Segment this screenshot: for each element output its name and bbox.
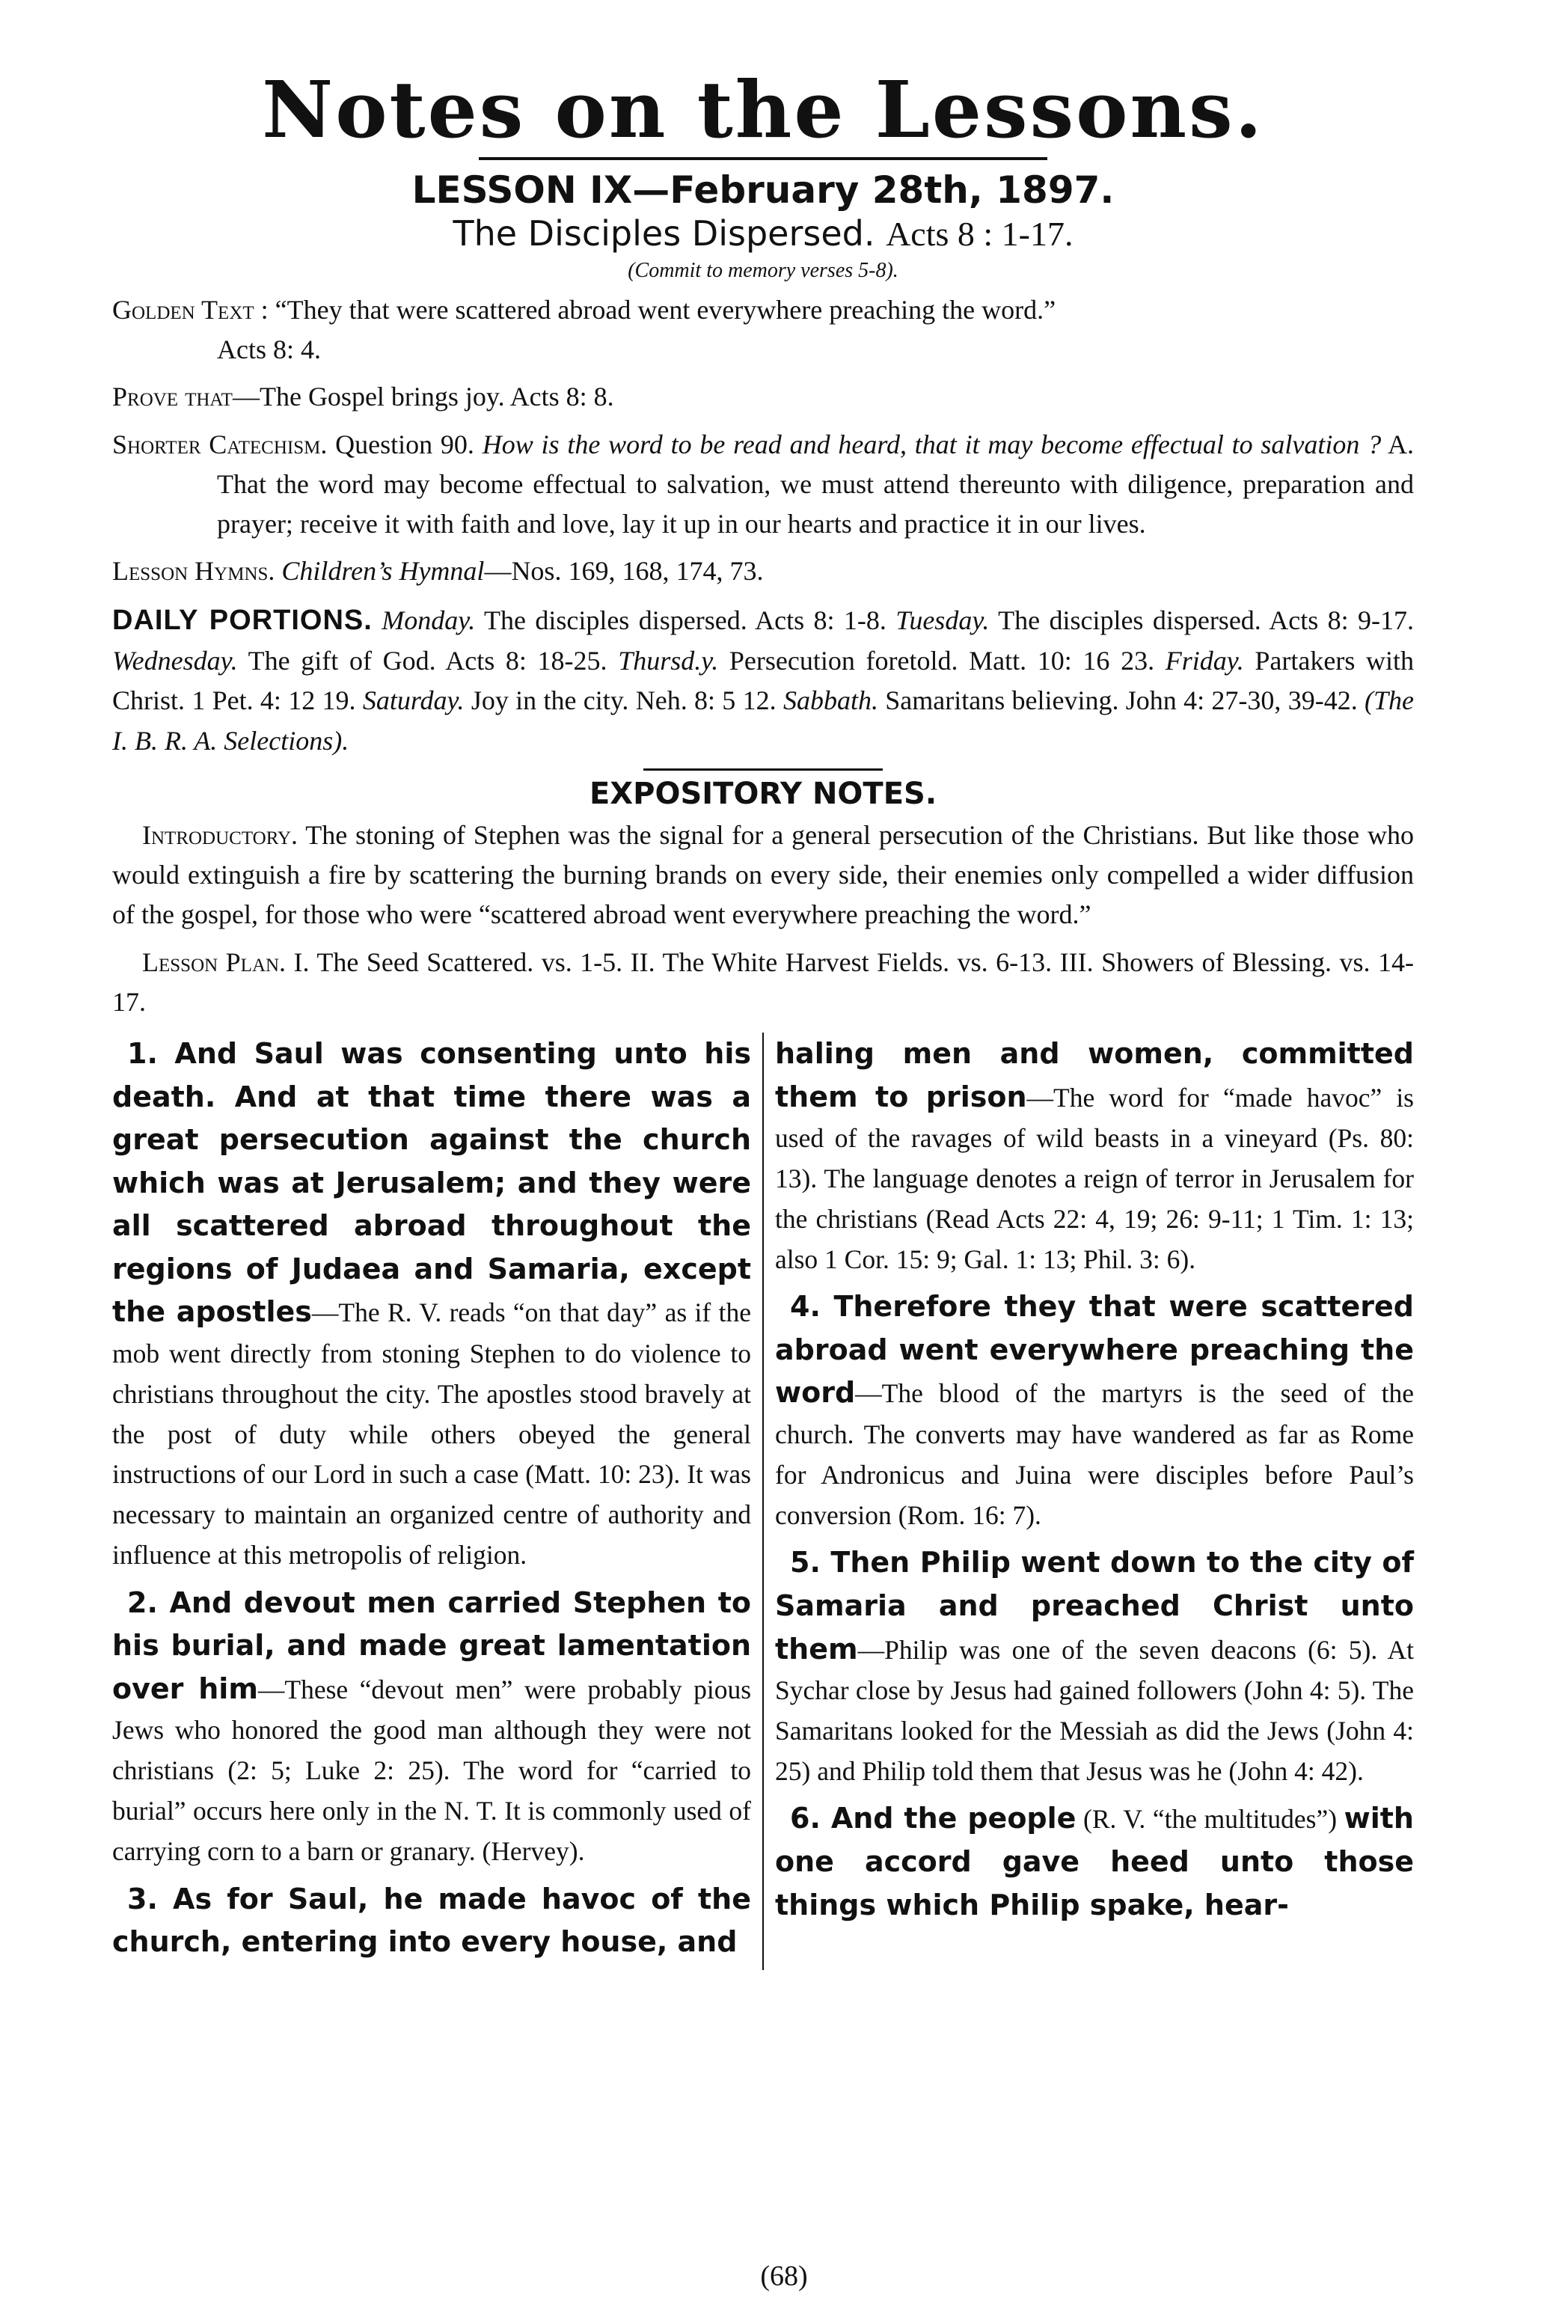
notes-column-right — [762, 1033, 1414, 1970]
note-lead: with one accord gave heed unto those things which Philip spake, hear- — [775, 1802, 1414, 1921]
reading-sabbath: Samaritans believing. John 4: 27-30, 39-42. — [885, 685, 1358, 716]
lesson-subtitle-text: The Disciples Dispersed. — [453, 213, 875, 254]
hymns-book: Children’s Hymnal — [281, 556, 485, 587]
note-lead: 1. And Saul was consenting unto his death. And at that time there was a great persecution against the church which was at Jerusalem; and they were all scattered abroad throughout the regions of Judaea and Samaria, except the apostles — [112, 1037, 751, 1329]
day-sabbath: Sabbath. — [783, 685, 878, 716]
golden-text — [112, 290, 1414, 370]
note-body: —The R. V. reads “on that day” as if the mob went directly from stoning Stephen to do violence to christians throughout the city. The apostles stood bravely at the post of duty while others obeyed the general instructions of our Lord in such a case (Matt. 10: 23). It was necessary to maintain an organized centre of authority and influence at this metropolis of religion. — [112, 1297, 751, 1570]
note-body: —These “devout men” were probably pious Jews who honored the good man although they were not christians (2: 5; Luke 2: 25). The word for “carried to burial” occurs here only in the N. T. It is commonly used of carrying corn to a barn or granary. (Hervey). — [112, 1674, 752, 1866]
day-thursday: Thursd.y. — [618, 645, 719, 676]
note-body: —The word for “made havoc” is used of the ravages of wild beasts in a vineyard (Ps. 80: 13). The language denotes a reign of terror in Jerusalem for the christians (Read Acts 22: 4, 19; 26: 9-11; 1 Tim. 1: 13; also 1 Cor. 15: 9; Gal. 1: 13; Phil. 3: 6). — [775, 1082, 1415, 1274]
notes-columns — [112, 1033, 1414, 1970]
commit-note: (Commit to memory verses 5-8). — [628, 258, 898, 282]
daily-source: (The I. B. R. A. Selections). — [112, 685, 1415, 756]
golden-text-quote: “They that were scattered abroad went everywhere preaching the word.” — [275, 294, 1056, 325]
catechism-answer: A. That the word may become effectual to salvation, we must attend thereunto with diligence, preparation and prayer; receive it with faith and love, lay it up in our hearts and practice it in our lives. — [217, 429, 1415, 539]
introductory — [112, 816, 1414, 935]
reading-tuesday: The disciples dispersed. Acts 8: 9-17. — [998, 605, 1414, 635]
golden-text-ref: Acts 8: 4. — [217, 334, 321, 365]
day-tuesday: Tuesday. — [895, 605, 990, 635]
golden-text-label: Golden Text : — [112, 294, 269, 325]
plan-label: Lesson Plan. — [142, 947, 287, 977]
hymns-numbers: —Nos. 169, 168, 174, 73. — [484, 556, 764, 587]
reading-wednesday: The gift of God. Acts 8: 18-25. — [248, 645, 607, 676]
note-lead: 3. As for Saul, he made havoc of the church, entering into every house, and — [112, 1882, 751, 1959]
lesson-subtitle — [112, 212, 1414, 256]
divider — [479, 157, 1047, 160]
daily-portions — [112, 599, 1414, 761]
day-friday: Friday. — [1165, 645, 1244, 676]
reading-thursday: Persecution foretold. Matt. 10: 16 23. — [729, 645, 1155, 676]
catechism-label: Shorter Catechism. — [112, 429, 328, 459]
hymns-label: Lesson Hymns. — [112, 556, 275, 587]
reading-saturday: Joy in the city. Neh. 8: 5 12. — [471, 685, 777, 716]
shorter-catechism — [112, 425, 1414, 545]
plan-text: I. The Seed Scattered. vs. 1-5. II. The White Harvest Fields. vs. 6-13. III. Showers of Blessing. vs. 14-17. — [112, 947, 1414, 1017]
note-lead: haling men and women, committed them to prison — [775, 1037, 1414, 1113]
note-body: —Philip was one of the seven deacons (6: 5). At Sychar close by Jesus had gained followers (John 4: 5). The Samaritans looked for the Messiah as did the Jews (John 4: 25) and Philip told them that Jesus was he (John 4: 42). — [775, 1634, 1414, 1786]
intro-label: Introductory. — [142, 819, 298, 850]
note-lead: 2. And devout men carried Stephen to his burial, and made great lamentation over him — [112, 1585, 751, 1705]
note-verse-2 — [112, 1582, 751, 1872]
notes-column-left — [112, 1033, 762, 1970]
prove-that — [112, 377, 1414, 417]
note-verse-4 — [775, 1285, 1414, 1535]
page — [112, 64, 1415, 1970]
masthead: Notes on the Lessons. — [262, 64, 1264, 156]
reading-friday: Partakers with Christ. 1 Pet. 4: 12 19. — [112, 645, 1415, 716]
daily-portions-label: DAILY PORTIONS. — [112, 604, 373, 636]
note-body: —The blood of the martyrs is the seed of the church. The converts may have wandered as far as Rome for Andronicus and Juina were disciples before Paul’s conversion (Rom. 16: 7). — [775, 1378, 1414, 1530]
day-wednesday: Wednesday. — [112, 645, 238, 676]
day-monday: Monday. — [382, 605, 476, 635]
expository-heading: EXPOSITORY NOTES. — [589, 776, 937, 811]
intro-text: The stoning of Stephen was the signal for a general persecution of the Christians. But like those who would extinguish a fire by scattering the burning brands on every side, their enemies only compelled a wider diffusion of the gospel, for those who were “scattered abroad went everywhere preaching the word.” — [112, 819, 1414, 930]
catechism-question-text: How is the word to be read and heard, that it may become effectual to salvation ? — [482, 429, 1382, 459]
note-aside: (R. V. “the multitudes”) — [1076, 1804, 1344, 1835]
note-verse-6 — [775, 1797, 1414, 1927]
prove-that-text: The Gospel brings joy. Acts 8: 8. — [259, 382, 614, 412]
note-lead: 4. Therefore they that were scattered abroad went everywhere preaching the word — [775, 1290, 1414, 1410]
lesson-plan — [112, 943, 1414, 1023]
catechism-question: Question 90. — [335, 429, 474, 459]
note-lead: 5. Then Philip went down to the city of Samaria and preached Christ unto them — [775, 1546, 1414, 1666]
lesson-hymns — [112, 551, 1414, 591]
page-number: (68) — [760, 2260, 808, 2292]
day-saturday: Saturday. — [362, 685, 465, 716]
note-lead: 6. And the people — [790, 1802, 1077, 1835]
reading-monday: The disciples dispersed. Acts 8: 1-8. — [483, 605, 886, 635]
note-verse-5 — [775, 1541, 1414, 1791]
note-verse-3 — [112, 1878, 751, 1964]
note-verse-3-cont — [775, 1033, 1414, 1279]
prove-that-label: Prove that— — [112, 382, 260, 412]
note-verse-1 — [112, 1033, 751, 1576]
lesson-title: LESSON IX—February 28th, 1897. — [411, 168, 1115, 212]
lesson-reference: Acts 8 : 1-17. — [886, 215, 1074, 254]
divider — [643, 768, 883, 771]
